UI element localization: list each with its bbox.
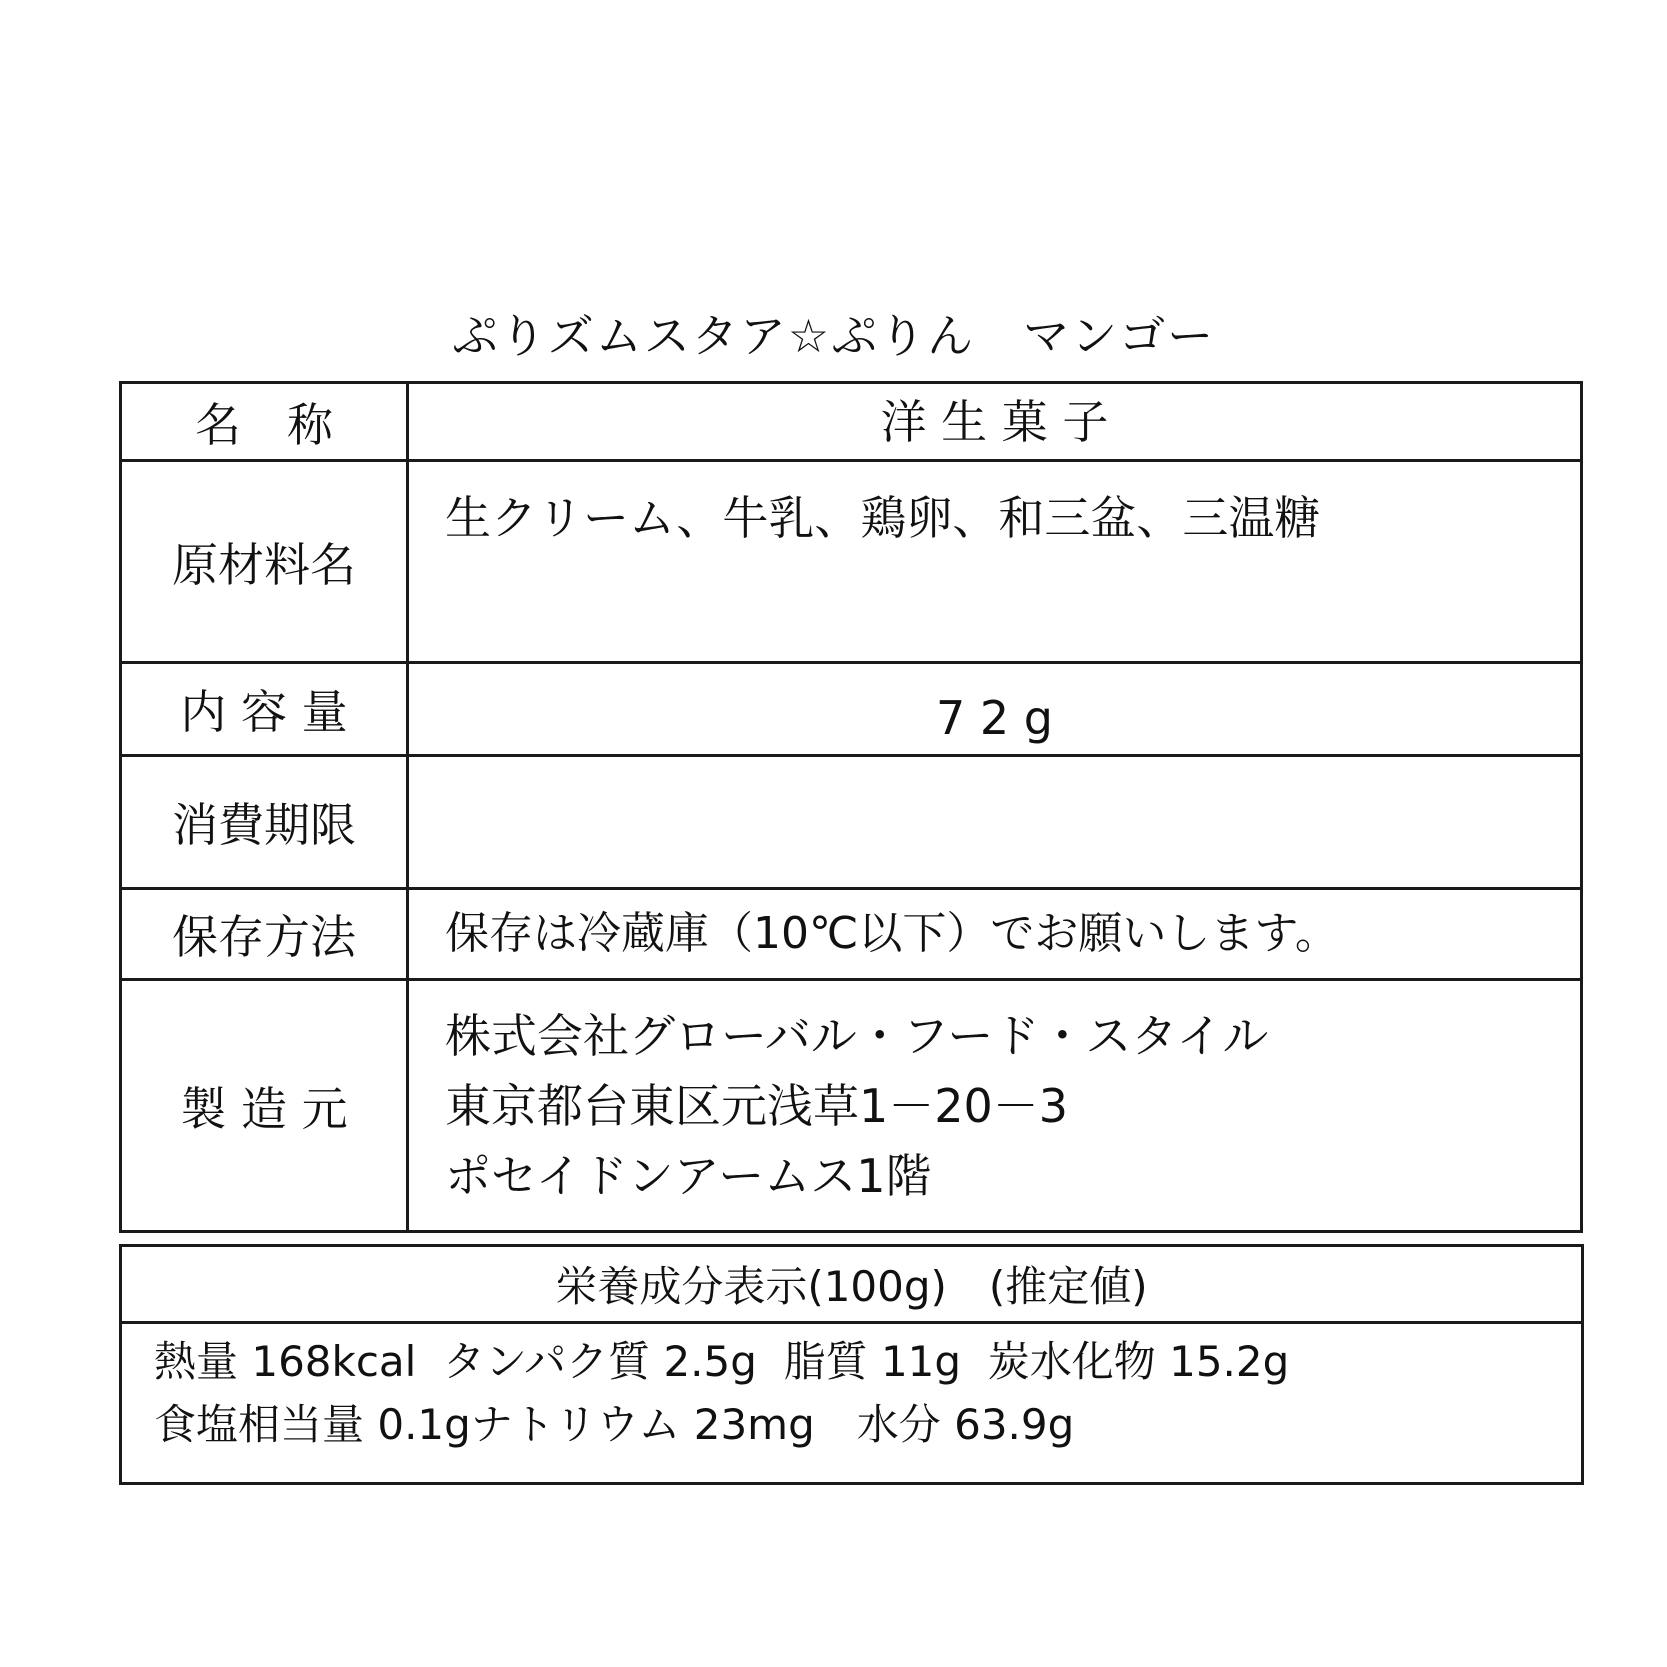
nutrition-header: 栄養成分表示(100g) (推定値) xyxy=(121,1246,1583,1323)
expiry-label: 消費期限 xyxy=(121,756,408,889)
name-label: 名 称 xyxy=(121,383,408,461)
name-value: 洋 生 菓 子 xyxy=(408,383,1582,461)
row-maker xyxy=(121,980,1582,1232)
row-name xyxy=(121,383,1582,461)
nutrition-line-2: 食塩相当量 0.1gナトリウム 23mg 水分 63.9g xyxy=(154,1400,1075,1449)
content-value: 7 2 g xyxy=(408,663,1582,756)
row-content xyxy=(121,663,1582,756)
maker-value xyxy=(408,980,1582,1232)
nutrition-table xyxy=(119,1244,1584,1485)
expiry-value xyxy=(408,756,1582,889)
ingredients-label: 原材料名 xyxy=(121,461,408,663)
maker-address: 東京都台東区元浅草1－20－3 xyxy=(445,1078,1069,1133)
product-title: ぷりズムスタア☆ぷりん マンゴー xyxy=(451,309,1216,363)
maker-label: 製 造 元 xyxy=(121,980,408,1232)
row-ingredients xyxy=(121,461,1582,663)
content-label: 内 容 量 xyxy=(121,663,408,756)
storage-value: 保存は冷蔵庫（10℃以下）でお願いします。 xyxy=(408,889,1582,980)
storage-label: 保存方法 xyxy=(121,889,408,980)
nutrition-line-1: 熱量 168kcal タンパク質 2.5g 脂質 11g 炭水化物 15.2g xyxy=(154,1337,1290,1386)
row-storage xyxy=(121,889,1582,980)
label-table xyxy=(119,381,1583,1233)
maker-company: 株式会社グローバル・フード・スタイル xyxy=(445,1008,1269,1063)
ingredients-value: 生クリーム、牛乳、鶏卵、和三盆、三温糖 xyxy=(408,461,1582,663)
row-expiry xyxy=(121,756,1582,889)
nutrition-values xyxy=(121,1323,1583,1484)
maker-building: ポセイドンアームス1階 xyxy=(445,1148,932,1203)
